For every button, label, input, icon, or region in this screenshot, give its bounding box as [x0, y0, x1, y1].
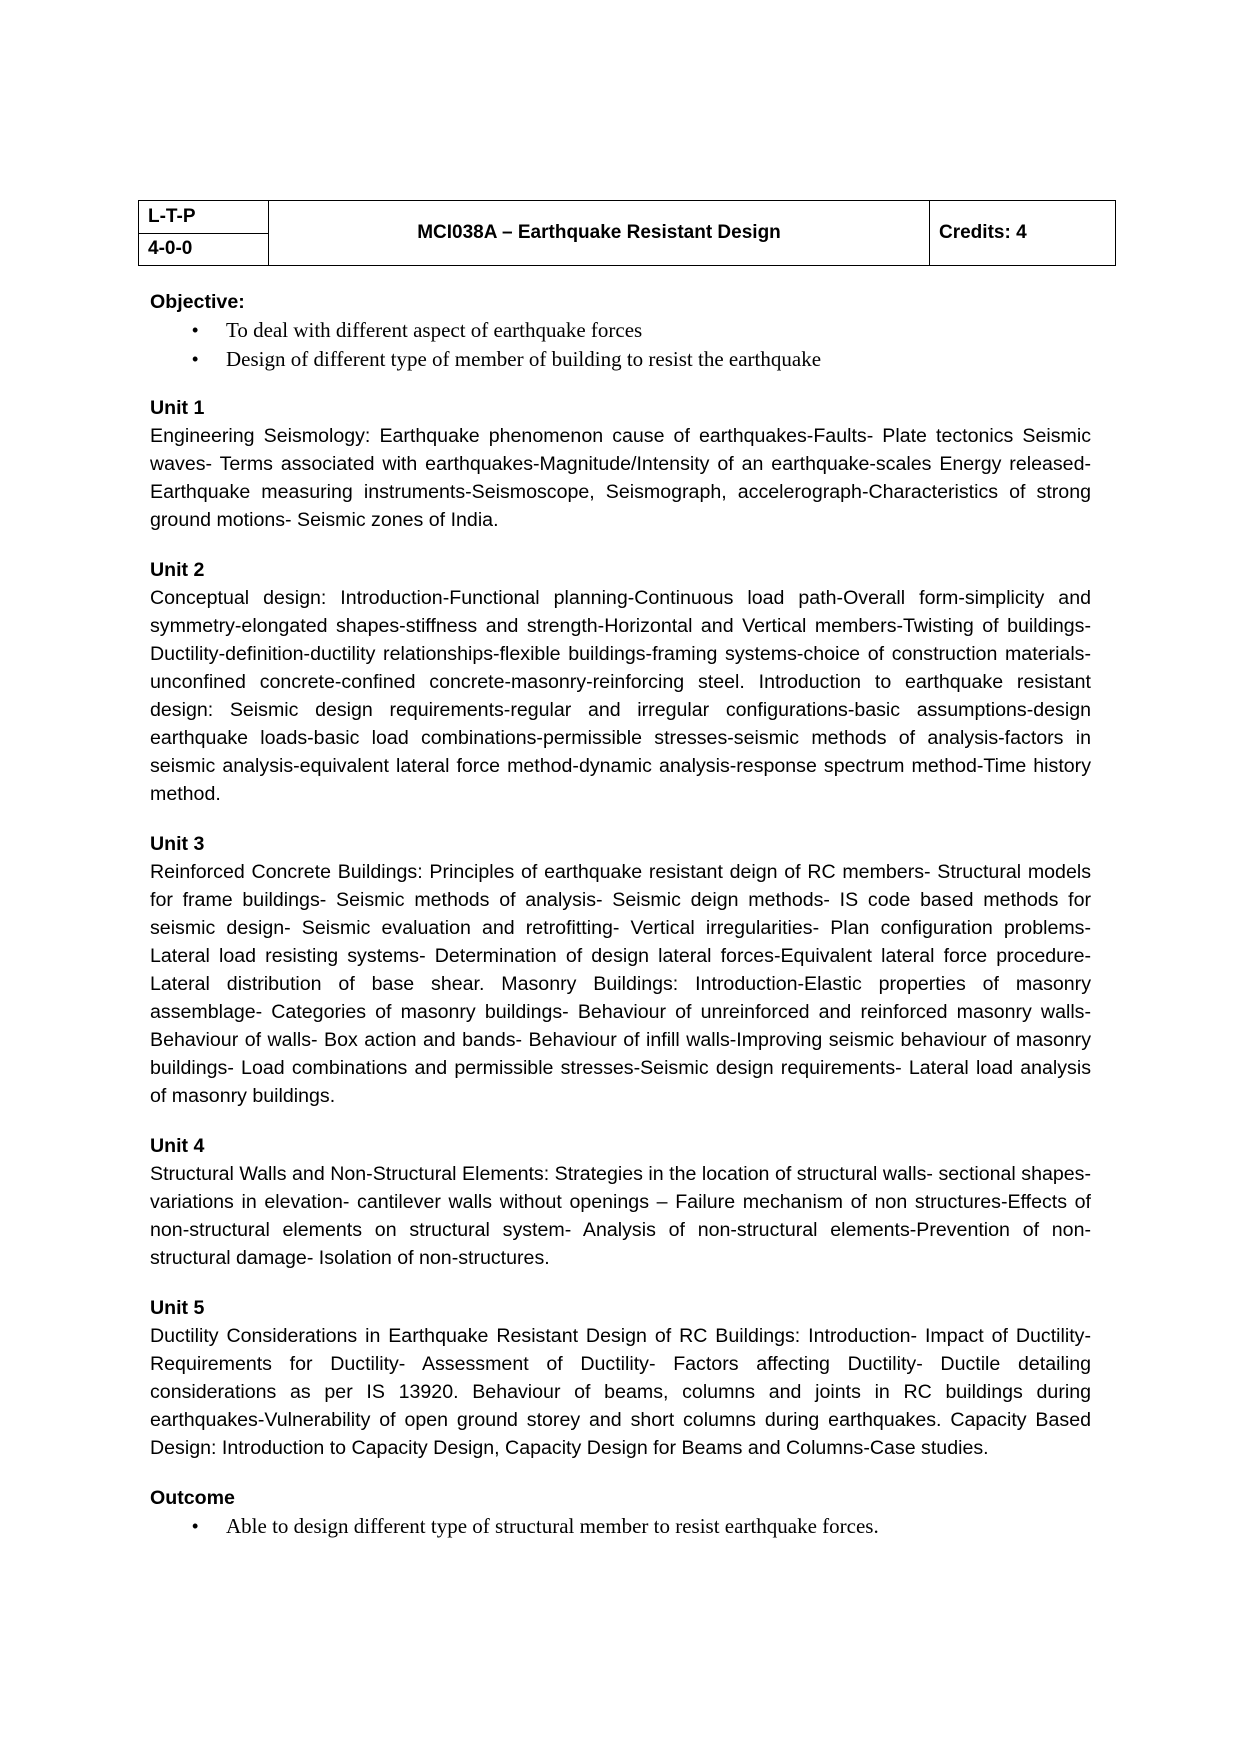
- unit-2-section: [150, 556, 1091, 808]
- unit-description: Ductility Considerations in Earthquake Resistant Design of RC Buildings: Introduction- Impact of Ductility- Requirements for Ductility- Assessment of Ductility- Factors affecting Ductility- Ductile detailing considerations as per IS 13920. Behaviour of beams, columns and joints in RC buildings during earthquakes-Vulnerability of open ground storey and short columns during earthquakes. Capacity Based Design: Introduction to Capacity Design, Capacity Design for Beams and Columns-Case studies.: [150, 1325, 1091, 1459]
- unit-description: Conceptual design: Introduction-Functional planning-Continuous load path-Overall form-simplicity and symmetry-elongated shapes-stiffness and strength-Horizontal and Vertical members-Twisting of buildings-Ductility-definition-ductility relationships-flexible buildings-framing systems-choice of construction materials-unconfined concrete-confined concrete-masonry-reinforcing steel. Introduction to earthquake resistant design: Seismic design requirements-regular and irregular configurations-basic assumptions-design earthquake loads-basic load combinations-permissible stresses-seismic methods of analysis-factors in seismic analysis-equivalent lateral force method-dynamic analysis-response spectrum method-Time history method.: [150, 587, 1091, 805]
- unit-5-section: [150, 1294, 1091, 1462]
- ltp-value: 4-0-0: [139, 233, 269, 266]
- unit-heading: Unit 4: [150, 1135, 205, 1157]
- objective-item: [150, 316, 1091, 345]
- outcome-list: [150, 1512, 1091, 1541]
- syllabus-content: [150, 288, 1091, 1541]
- credits: Credits: 4: [930, 201, 1116, 266]
- outcome-section: [150, 1484, 1091, 1541]
- objective-item-text: To deal with different aspect of earthquake forces: [226, 318, 643, 342]
- course-title: MCI038A – Earthquake Resistant Design: [269, 201, 930, 266]
- ltp-label: L-T-P: [139, 201, 269, 234]
- unit-heading: Unit 5: [150, 1297, 205, 1319]
- bullet-icon: •: [192, 349, 199, 369]
- unit-description: Engineering Seismology: Earthquake phenomenon cause of earthquakes-Faults- Plate tectonics Seismic waves- Terms associated with earthquakes-Magnitude/Intensity of an earthquake-scales Energy released-Earthquake measuring instruments-Seismoscope, Seismograph, accelerograph-Characteristics of strong ground motions- Seismic zones of India.: [150, 425, 1091, 531]
- objective-section: [150, 288, 1091, 374]
- outcome-heading: Outcome: [150, 1487, 235, 1509]
- unit-1-section: [150, 394, 1091, 534]
- outcome-item: [150, 1512, 1091, 1541]
- bullet-icon: •: [192, 1516, 199, 1536]
- objective-item-text: Design of different type of member of building to resist the earthquake: [226, 347, 822, 371]
- outcome-item-text: Able to design different type of structural member to resist earthquake forces.: [226, 1514, 879, 1538]
- unit-heading: Unit 2: [150, 559, 205, 581]
- unit-3-section: [150, 830, 1091, 1110]
- unit-description: Reinforced Concrete Buildings: Principles of earthquake resistant deign of RC members- Structural models for frame buildings- Seismic methods of analysis- Seismic deign methods- IS code based methods for seismic design- Seismic evaluation and retrofitting- Vertical irregularities- Plan configuration problems- Lateral load resisting systems- Determination of design lateral forces-Equivalent lateral force procedure- Lateral distribution of base shear. Masonry Buildings: Introduction-Elastic properties of masonry assemblage- Categories of masonry buildings- Behaviour of unreinforced and reinforced masonry walls- Behaviour of walls- Box action and bands- Behaviour of infill walls-Improving seismic behaviour of masonry buildings- Load combinations and permissible stresses-Seismic design requirements- Lateral load analysis of masonry buildings.: [150, 861, 1091, 1107]
- bullet-icon: •: [192, 320, 199, 340]
- course-header-table: [138, 200, 1116, 266]
- objective-heading: Objective:: [150, 291, 245, 313]
- unit-4-section: [150, 1132, 1091, 1272]
- unit-heading: Unit 3: [150, 833, 205, 855]
- unit-heading: Unit 1: [150, 397, 205, 419]
- unit-description: Structural Walls and Non-Structural Elements: Strategies in the location of structural walls- sectional shapes- variations in elevation- cantilever walls without openings – Failure mechanism of non structures-Effects of non-structural elements on structural system- Analysis of non-structural elements-Prevention of non-structural damage- Isolation of non-structures.: [150, 1163, 1091, 1269]
- objective-item: [150, 345, 1091, 374]
- objective-list: [150, 316, 1091, 374]
